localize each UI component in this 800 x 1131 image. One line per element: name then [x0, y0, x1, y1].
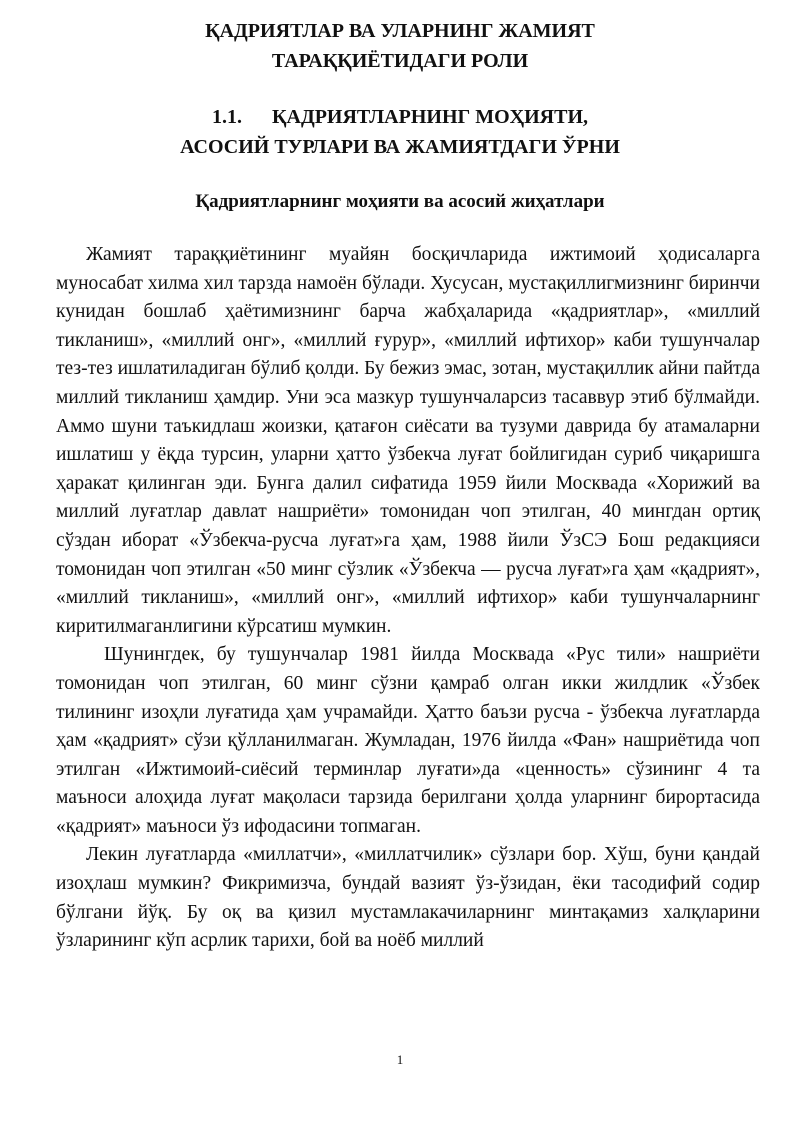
chapter-title-line-2: ТАРАҚҚИЁТИДАГИ РОЛИ	[271, 50, 529, 72]
chapter-title	[40, 16, 760, 76]
body-text	[56, 241, 760, 956]
section-title-line-1: 1.1. ҚАДРИЯТЛАРНИНГ МОҲИЯТИ,	[212, 106, 588, 128]
section-title-line-2: АСОСИЙ ТУРЛАРИ ВА ЖАМИЯТДАГИ ЎРНИ	[180, 136, 620, 158]
section-title	[40, 102, 760, 162]
paragraph-3: Лекин луғатларда «миллатчи», «миллатчилик» сўзлари бор. Хўш, буни қандай изоҳлаш мумкин? Фикримизча, бундай вазият ўз-ўзидан, ёки тасодифий содир бўлгани йўқ. Бу оқ ва қизил мустамлакачиларнинг минтақамиз халқларини ўзларининг кўп асрлик тарихи, бой ва ноёб миллий	[56, 844, 760, 952]
paragraph-1: Жамият тараққиётининг муайян босқичларида ижтимоий ҳодисаларга муносабат хилма хил тарзда намоён бўлади. Хусусан, мустақиллигмизнинг биринчи кунидан бошлаб ҳаётимизнинг барча жабҳаларида «қадриятлар», «миллий тикланиш», «миллий онг», «миллий ғурур», «миллий ифтихор» каби тушунчалар тез-тез ишлатиладиган бўлиб қолди. Бу бежиз эмас, зотан, мустақиллик айни пайтда миллий тикланиш ҳамдир. Уни эса мазкур тушунчаларсиз тасаввур этиб бўлмайди. Аммо шуни таъкидлаш жоизки, қатағон сиёсати ва тузуми даврида бу атамаларни ишлатиш у ёқда турсин, уларни ҳатто ўзбекча луғат бойлигидан суриб чиқаришга ҳаракат қилинган эди. Бунга далил сифатида 1959 йили Москвада «Хорижий ва миллий луғатлар давлат нашриёти» томонидан чоп этилган, 40 мингдан ортиқ сўздан иборат «Ўзбекча-русча луғат»га ҳам, 1988 йили ЎзСЭ Бош редакцияси томонидан чоп этилган «50 минг сўзлик «Ўзбекча — русча луғат»га ҳам «қадрият», «миллий тикланиш», «миллий онг», «миллий ифтихор» каби тушунчаларнинг киритилмаганлигини кўрсатиш мумкин.	[56, 244, 760, 637]
chapter-title-line-1: ҚАДРИЯТЛАР ВА УЛАРНИНГ ЖАМИЯТ	[205, 20, 595, 42]
page-number: 1	[396, 1052, 404, 1067]
subsection-title: Қадриятларнинг моҳияти ва асосий жиҳатлари	[195, 191, 605, 212]
paragraph-2: Шунингдек, бу тушунчалар 1981 йилда Москвада «Рус тили» нашриёти томонидан чоп этилган, 60 минг сўзни қамраб олган икки жилдлик «Ўзбек тилининг изоҳли луғатида ҳам учрамайди. Ҳатто баъзи русча - ўзбекча луғатларда ҳам «қадрият» сўзи қўлланилмаган. Жумладан, 1976 йилда «Фан» нашриётида чоп этилган «Ижтимоий-сиёсий терминлар луғати»да «ценность» сўзининг 4 та маъноси алоҳида луғат мақоласи тарзида берилгани ҳолда уларнинг бирортасида «қадрият» маъноси ўз ифодасини топмаган.	[56, 644, 760, 837]
